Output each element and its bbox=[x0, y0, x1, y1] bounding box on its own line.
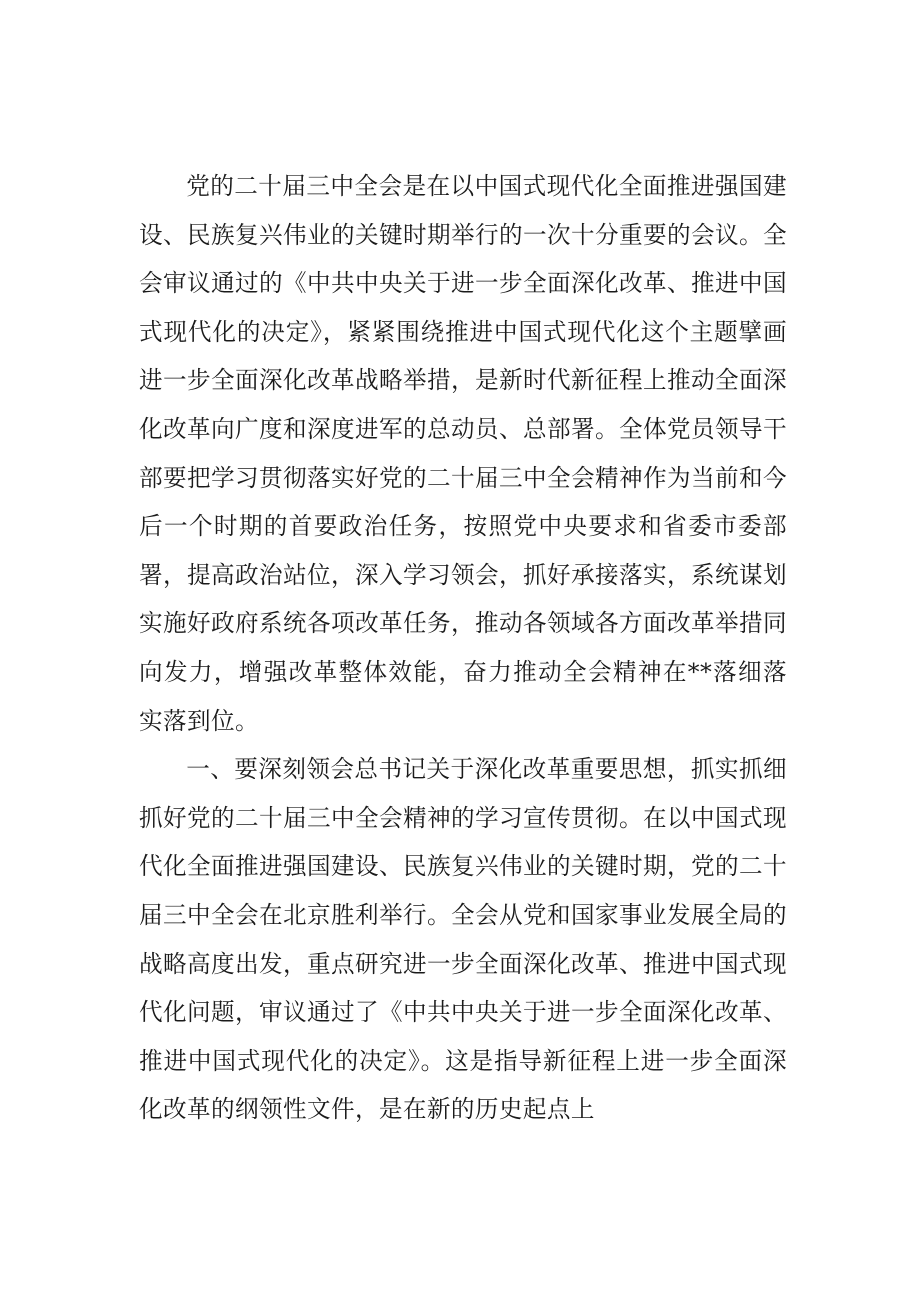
paragraph-intro: 党的二十届三中全会是在以中国式现代化全面推进强国建设、民族复兴伟业的关键时期举行的一次十分重要的会议。全会审议通过的《中共中央关于进一步全面深化改革、推进中国式现代化的决定》，紧紧围绕推进中国式现代化这个主题擘画进一步全面深化改革战略举措，是新时代新征程上推动全面深化改革向广度和深度进军的总动员、总部署。全体党员领导干部要把学习贯彻落实好党的二十届三中全会精神作为当前和今后一个时期的首要政治任务，按照党中央要求和省委市委部署，提高政治站位，深入学习领会，抓好承接落实，系统谋划实施好政府系统各项改革任务，推动各领域各方面改革举措同向发力，增强改革整体效能，奋力推动全会精神在**落细落实落到位。 bbox=[139, 172, 787, 735]
paragraph-section-one: 一、要深刻领会总书记关于深化改革重要思想，抓实抓细抓好党的二十届三中全会精神的学习宣传贯彻。在以中国式现代化全面推进强国建设、民族复兴伟业的关键时期，党的二十届三中全会在北京胜利举行。全会从党和国家事业发展全局的战略高度出发，重点研究进一步全面深化改革、推进中国式现代化问题，审议通过了《中共中央关于进一步全面深化改革、推进中国式现代化的决定》。这是指导新征程上进一步全面深化改革的纲领性文件，是在新的历史起点上 bbox=[139, 755, 787, 1124]
document-body bbox=[139, 162, 787, 1134]
